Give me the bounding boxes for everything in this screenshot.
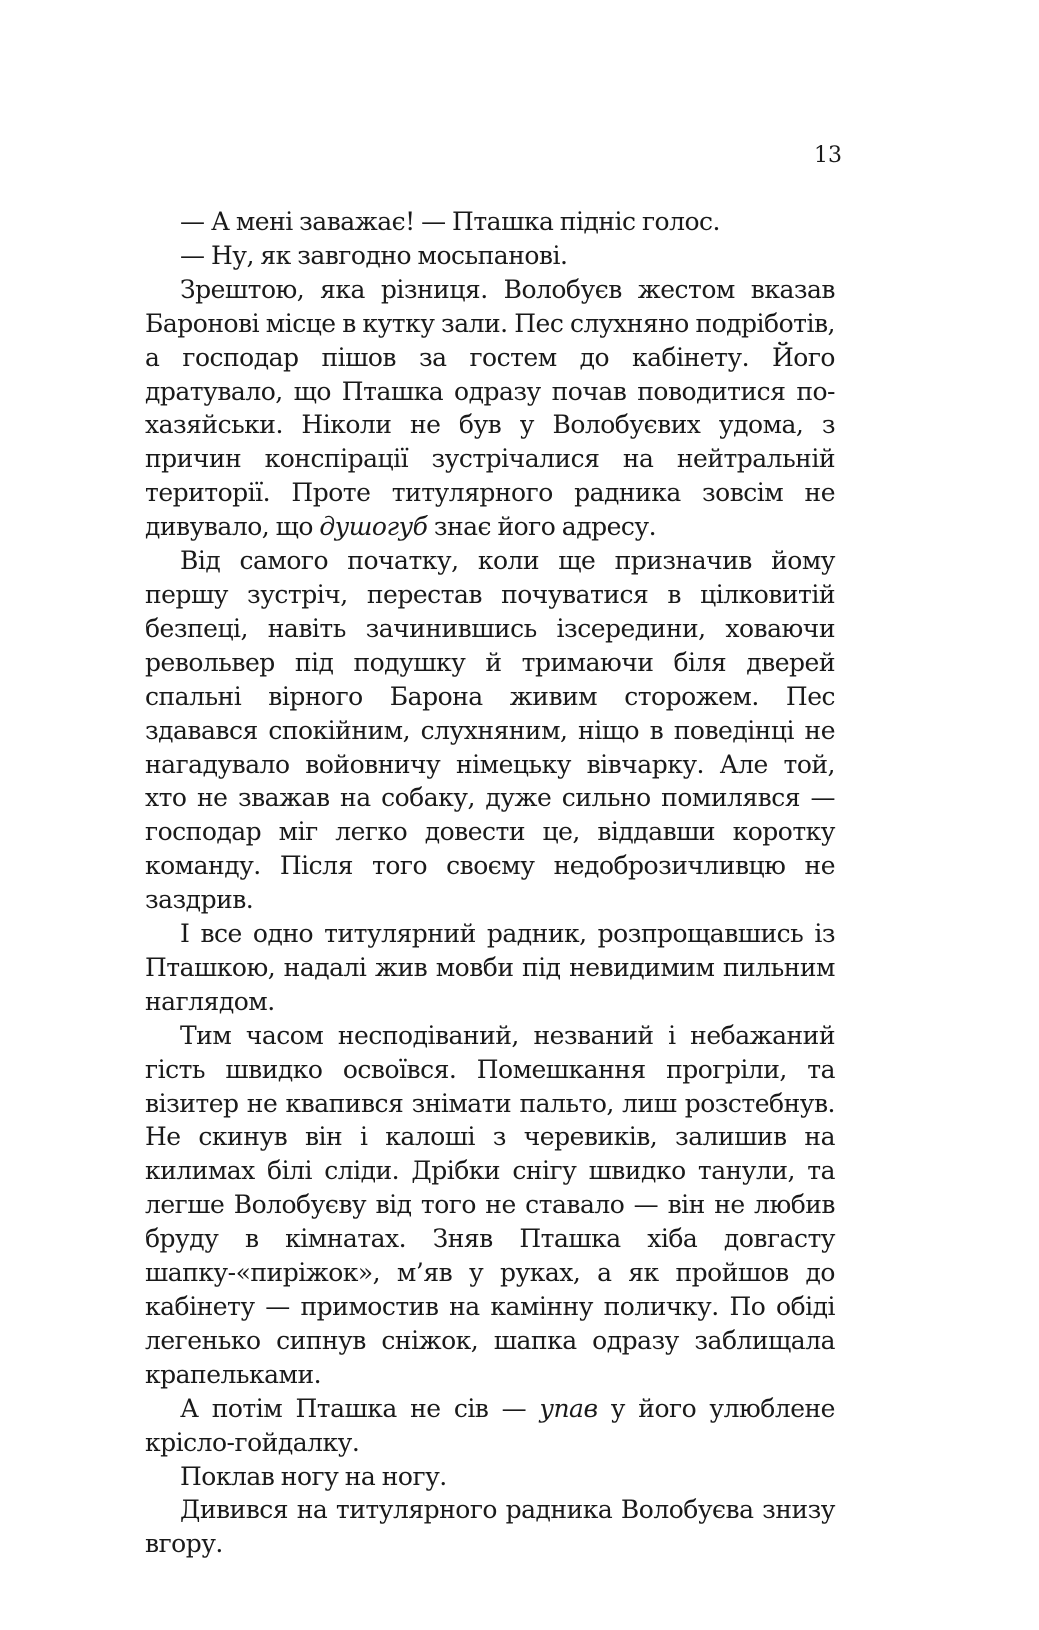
emphasized-text: упав [539, 1393, 598, 1423]
text-segment: — А мені заважає! — Пташка підніс голос. [180, 207, 720, 236]
paragraph [145, 917, 835, 1019]
emphasized-text: душогуб [319, 512, 428, 542]
text-segment: у його улюблене крісло-гойдалку. [145, 1393, 835, 1457]
text-segment: А потім Пташка не сів — [180, 1393, 540, 1423]
paragraph [145, 239, 835, 273]
text-segment: Зрештою, яка різниця. Волобуєв жестом вказав Баронові місце в кутку зали. Пес слухняно подріботів, а господар пішов за гостем до кабінету. Його дратувало, що Пташка одразу почав поводитися по-хазяйськи. Ніколи не був у Волобуєвих удома, з причин конспірації зустрічалися на нейтральній території. Проте титулярного радника зовсім не дивувало, що [145, 274, 835, 542]
text-segment: знає його адресу. [427, 512, 657, 542]
text-segment: Дивився на титулярного радника Волобуєва знизу вгору. [145, 1495, 835, 1559]
paragraph [145, 273, 835, 544]
text-segment: Тим часом несподіваний, незваний і небажаний гість швидко освоївся. Помешкання прогріли, та візитер не квапився знімати пальто, лиш розстебнув. Не скинув він і калоші з черевиків, залишив на килимах білі сліди. Дрібки снігу швидко танули, та легше Волобуєву від того не ставало — він не любив бруду в кімнатах. Зняв Пташка хіба довгасту шапку-«пиріжок», м’яв у руках, а як пройшов до кабінету — примостив на камінну поличку. По обіді легенько сипнув сніжок, шапка одразу заблищала крапельками. [145, 1020, 835, 1389]
paragraph [145, 1019, 835, 1392]
text-segment: І все одно титулярний радник, розпрощавшись із Пташкою, надалі жив мовби під невидимим пильним наглядом. [145, 919, 835, 1016]
text-segment: Від самого початку, коли ще призначив йому першу зустріч, перестав почуватися в цілковитій безпеці, навіть зачинившись ізсередини, ховаючи револьвер під подушку й тримаючи біля дверей спальні вірного Барона живим сторожем. Пес здавався спокійним, слухняним, ніщо в поведінці не нагадувало войовничу німецьку вівчарку. Але той, хто не зважав на собаку, дуже сильно помилявся — господар міг легко довести це, віддавши коротку команду. Після того своєму недоброзичливцю не заздрив. [145, 546, 835, 915]
text-segment: Поклав ногу на ногу. [180, 1461, 447, 1491]
text-segment: — Ну, як завгодно мосьпанові. [180, 240, 568, 270]
paragraph [145, 1392, 835, 1460]
paragraph [145, 205, 835, 239]
paragraph [145, 1493, 835, 1561]
body-text [145, 205, 835, 1561]
page-number: 13 [814, 143, 842, 168]
paragraph [145, 1460, 835, 1494]
paragraph [145, 544, 835, 917]
